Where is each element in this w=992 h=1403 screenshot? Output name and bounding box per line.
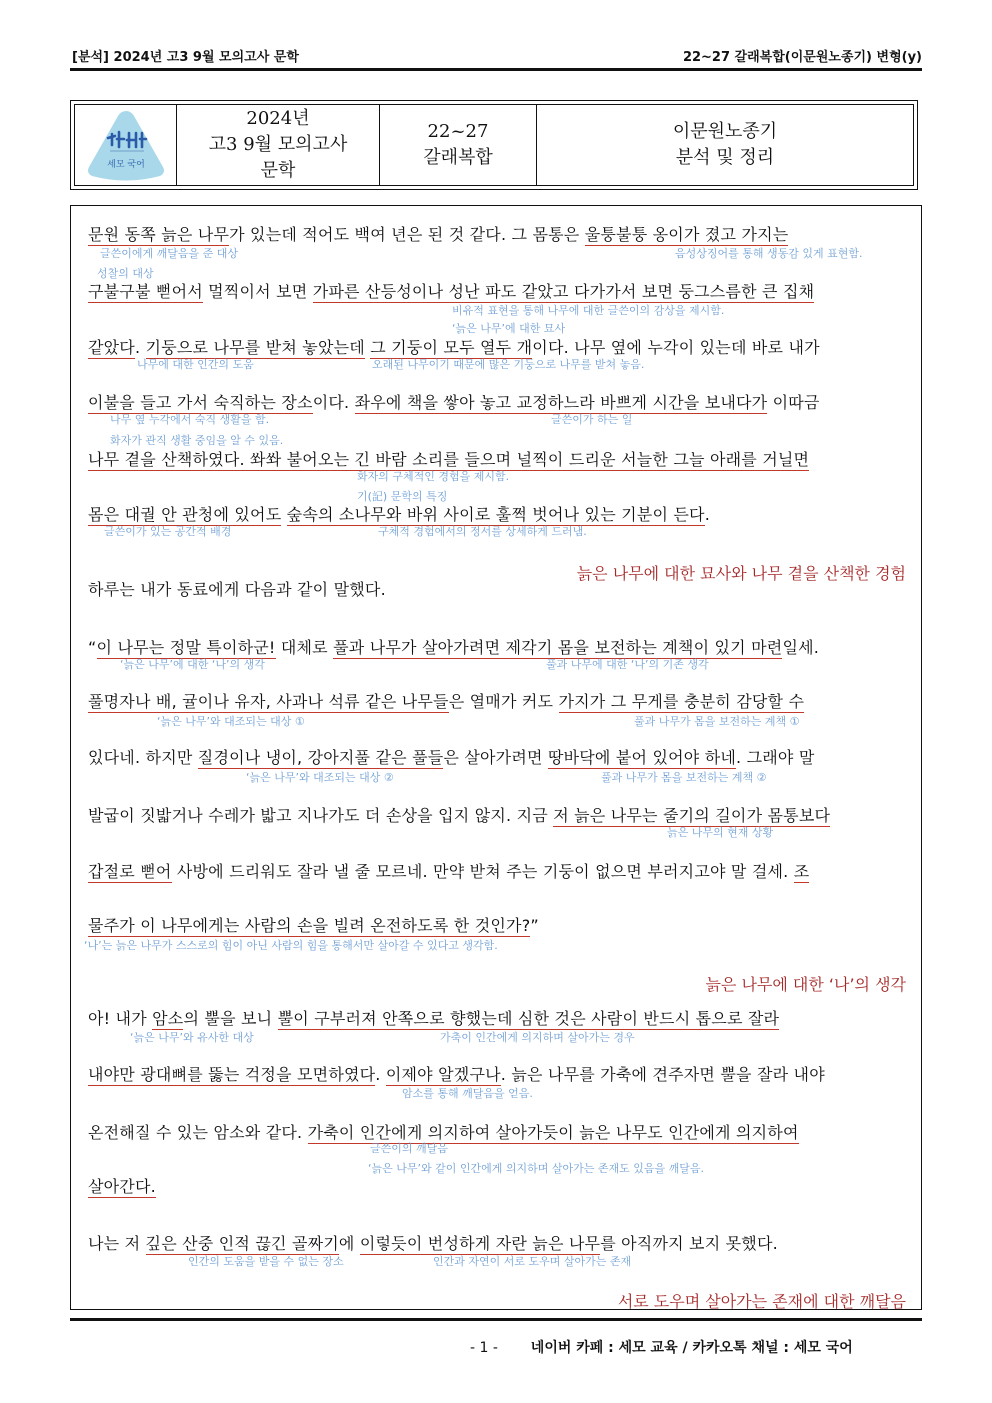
page-number: - 1 - — [470, 1340, 498, 1356]
text-segment: 가 있는데 적어도 백여 년은 된 것 같다. 그 몸통은 — [229, 225, 585, 244]
annotation-note: 구체적 경험에서의 정서를 상세하게 드러냄. — [378, 525, 587, 538]
underlined-phrase: 울퉁불퉁 옹이가 졌고 가지는 — [584, 225, 789, 244]
text-segment: 나는 저 — [88, 1234, 146, 1253]
annotation-note: ‘늙은 나무’와 대조되는 대상 ① — [157, 715, 305, 728]
text-segment: 이다. 나무 옆에 누각이 있는데 바로 내가 — [532, 338, 820, 357]
annotation-note: 화자가 관직 생활 중임을 알 수 있음. — [110, 434, 284, 447]
underlined-phrase: 숲속의 소나무와 바위 사이로 훌쩍 벗어나 있는 기분이 든다 — [286, 505, 705, 524]
passage-line — [88, 803, 908, 826]
underlined-phrase: 이불을 들고 가서 숙직하는 장소 — [88, 393, 313, 412]
passage-line — [88, 335, 908, 358]
underlined-phrase: 그 기둥이 모두 열두 개 — [370, 338, 533, 357]
text-segment: 하루는 내가 동료에게 다음과 같이 말했다. — [88, 580, 386, 599]
exam-name: 고3 9월 모의고사 — [208, 134, 348, 155]
annotation-note: 인간의 도움을 받을 수 없는 장소 — [188, 1255, 344, 1268]
underlined-phrase: 내야만 광대뼈를 뚫는 걱정을 모면하였다 — [88, 1065, 376, 1084]
top-rule — [70, 68, 922, 71]
underlined-phrase: 좌우에 책을 쌓아 놓고 교정하느라 바쁘게 시간을 보내다가 — [354, 393, 768, 412]
underlined-phrase: 깊은 산중 인적 끊긴 골짜기 — [145, 1234, 339, 1253]
text-segment: 멀찍이서 보면 — [202, 282, 313, 301]
annotation-note: 늙은 나무의 현재 상황 — [667, 826, 774, 839]
annotation-note: 글쓴이의 깨달음 — [370, 1142, 448, 1155]
logo-icon — [84, 107, 168, 183]
text-segment: ” — [530, 916, 539, 935]
text-segment: 일세. — [782, 638, 820, 657]
footer — [470, 1337, 853, 1357]
passage-line — [88, 635, 908, 658]
work-desc: 분석 및 정리 — [675, 147, 775, 168]
annotation-note: 풀과 나무가 몸을 보전하는 계책 ② — [601, 771, 767, 784]
passage-line — [88, 689, 908, 712]
passage-line — [88, 1062, 908, 1085]
underlined-phrase: 갑절로 뻗어 — [88, 862, 172, 881]
text-segment: 를 아직까지 보지 못했다. — [600, 1234, 778, 1253]
passage-line — [88, 859, 908, 882]
passage-line — [88, 502, 908, 525]
question-range: 22~27 — [427, 121, 489, 142]
underlined-phrase: 가지가 그 무게를 충분히 감당할 수 — [558, 692, 805, 711]
underlined-phrase: 조 — [793, 862, 810, 881]
text-segment: 은 살아가려면 — [443, 748, 548, 767]
range-cell — [380, 105, 537, 185]
annotation-note: 암소를 통해 깨달음을 얻음. — [402, 1087, 533, 1100]
passage-line — [88, 1231, 908, 1254]
annotation-note: 오래된 나무이기 때문에 많은 기둥으로 나무를 받쳐 놓음. — [372, 358, 645, 371]
text-segment: 에 — [338, 1234, 360, 1253]
underlined-phrase: 살아간다. — [88, 1177, 156, 1196]
annotation-note: ‘늙은 나무’와 유사한 대상 — [130, 1031, 254, 1044]
annotation-note: 나무에 대한 인간의 도움 — [137, 358, 254, 371]
header-left: [분석] 2024년 고3 9월 모의고사 문학 — [72, 50, 299, 65]
annotation-note: 글쓴이가 있는 공간적 배경 — [104, 525, 232, 538]
bottom-rule — [70, 1318, 922, 1321]
annotation-note: 인간과 자연이 서로 도우며 살아가는 존재 — [433, 1255, 632, 1268]
annotation-note: ‘늙은 나무’에 대한 묘사 — [452, 322, 566, 335]
text-segment: 대체로 — [275, 638, 334, 657]
text-segment: 사방에 드리워도 잘라 낼 줄 모르네. 만약 받쳐 주는 기둥이 없으면 부러지고야 말 걸세. — [171, 862, 794, 881]
underlined-phrase: 저 늙은 나무는 줄기의 길이가 몸통보다 — [553, 806, 831, 825]
work-cell — [537, 105, 913, 185]
section-summary-2: 늙은 나무에 대한 ‘나’의 생각 — [705, 975, 906, 994]
underlined-phrase: 몸은 대궐 안 관청에 있어도 — [88, 505, 282, 524]
passage-line — [88, 1120, 908, 1143]
text-segment: . — [375, 1065, 386, 1084]
underlined-phrase: 가파른 산등성이나 성난 파도 같았고 다가가서 보면 둥그스름한 큰 집채 — [312, 282, 815, 301]
text-segment: 의 뿔을 보니 — [183, 1009, 278, 1028]
annotation-note: 음성상징어를 통해 생동감 있게 표현함. — [675, 247, 863, 260]
exam-info-cell — [177, 105, 380, 185]
passage-line — [88, 279, 908, 302]
text-segment: “ — [88, 638, 97, 657]
passage-line — [88, 1174, 908, 1197]
underlined-phrase: 나무 곁을 산책하였다. 쏴쏴 불어오는 긴 바람 소리를 들으며 널찍이 드리운 서늘한 그늘 아래를 거닐면 — [88, 450, 810, 469]
underlined-phrase: 구불구불 뻗어서 — [88, 282, 203, 301]
underlined-phrase: 문원 동쪽 늙은 나무 — [88, 225, 230, 244]
logo-cell — [75, 105, 177, 185]
underlined-phrase: 물주가 이 나무에게는 사람의 손을 빌려 온전하도록 한 것인가? — [88, 916, 531, 935]
text-segment: . — [134, 338, 146, 357]
title-box — [70, 100, 918, 190]
annotation-note: 풀과 나무에 대한 ‘나’의 기존 생각 — [546, 658, 709, 671]
passage-line — [88, 390, 908, 413]
annotation-note: 풀과 나무가 몸을 보전하는 계책 ① — [634, 715, 800, 728]
text-segment: 아! 내가 — [88, 1009, 153, 1028]
annotation-note: 글쓴이가 하는 일 — [551, 413, 633, 426]
passage-line — [88, 447, 908, 470]
logo-text: 세모 국어 — [106, 160, 145, 170]
annotation-note: ‘늙은 나무’와 같이 인간에게 의지하며 살아가는 존재도 있음을 깨달음. — [368, 1162, 704, 1175]
annotation-note: ‘나’는 늙은 나무가 스스로의 힘이 아닌 사람의 힘을 통해서만 살아갈 수 있다고 생각함. — [84, 939, 498, 952]
section-summary-3: 서로 도우며 살아가는 존재에 대한 깨달음 — [617, 1292, 906, 1311]
annotation-note: 가축이 인간에게 의지하며 살아가는 경우 — [440, 1031, 635, 1044]
passage-line — [88, 745, 908, 768]
annotation-note: 기(記) 문학의 특징 — [357, 490, 448, 503]
underlined-phrase: 이제야 알겠구나 — [385, 1065, 501, 1084]
text-segment — [281, 505, 286, 524]
text-segment: 은 열매가 커도 — [448, 692, 559, 711]
annotation-note: ‘늙은 나무’에 대한 ‘나’의 생각 — [120, 658, 265, 671]
passage-line — [88, 1006, 908, 1029]
footer-text: 네이버 카페 : 세모 교육 / 카카오톡 채널 : 세모 국어 — [530, 1340, 853, 1356]
underlined-phrase: 기둥으로 나무를 받쳐 놓았는데 — [145, 338, 365, 357]
underlined-phrase: 질경이나 냉이, 강아지풀 같은 풀들 — [197, 748, 444, 767]
exam-year: 2024년 — [246, 108, 310, 129]
text-segment: . 그래야 말 — [736, 748, 815, 767]
genre: 갈래복합 — [423, 147, 493, 168]
text-segment: 온전해질 수 있는 암소와 같다. — [88, 1123, 308, 1142]
annotation-note: 글쓴이에게 깨달음을 준 대상 — [100, 247, 239, 260]
underlined-phrase: 이렇듯이 번성하게 자란 늙은 나무 — [359, 1234, 601, 1253]
annotation-note: ‘늙은 나무’와 대조되는 대상 ② — [246, 771, 394, 784]
underlined-phrase: 풀과 나무가 살아가려면 제각기 몸을 보전하는 계책이 있기 마련 — [333, 638, 783, 657]
underlined-phrase: 암소 — [152, 1009, 184, 1028]
work-title: 이문원노종기 — [672, 121, 778, 142]
underlined-phrase: 이 나무는 정말 특이하군! — [96, 638, 276, 657]
text-segment: . — [704, 505, 711, 524]
text-segment: 이따금 — [767, 393, 820, 412]
annotation-note: 화자의 구체적인 경험을 제시함. — [357, 470, 510, 483]
underlined-phrase: 땅바닥에 붙어 있어야 하네 — [547, 748, 737, 767]
text-segment: 이다. — [312, 393, 355, 412]
underlined-phrase: 풀명자나 배, 귤이나 유자, 사과나 석류 같은 나무들 — [88, 692, 449, 711]
annotation-note: 나무 옆 누각에서 숙직 생활을 함. — [110, 413, 270, 426]
underlined-phrase: 가축이 인간에게 의지하여 살아가듯이 늙은 나무도 인간에게 의지하여 — [307, 1123, 799, 1142]
annotation-note: 성찰의 대상 — [97, 267, 154, 280]
annotation-note: 비유적 표현을 통해 나무에 대한 글쓴이의 감상을 제시함. — [452, 304, 725, 317]
underlined-phrase: 뿔이 구부러져 안쪽으로 향했는데 심한 것은 사람이 반드시 톱으로 잘라 — [277, 1009, 780, 1028]
passage-line — [88, 913, 908, 936]
exam-subject: 문학 — [260, 160, 296, 181]
underlined-phrase: 같았다 — [88, 338, 135, 357]
text-segment: . 늙은 나무를 가축에 견주자면 뿔을 잘라 내야 — [500, 1065, 825, 1084]
header-right: 22~27 갈래복합(이문원노종기) 변형(y) — [682, 50, 922, 65]
section-summary-1: 늙은 나무에 대한 묘사와 나무 곁을 산책한 경험 — [576, 564, 906, 583]
passage-line — [88, 222, 908, 245]
text-segment: 발굽이 짓밟거나 수레가 밟고 지나가도 더 손상을 입지 않지. 지금 — [88, 806, 554, 825]
text-segment: 있다네. 하지만 — [88, 748, 198, 767]
